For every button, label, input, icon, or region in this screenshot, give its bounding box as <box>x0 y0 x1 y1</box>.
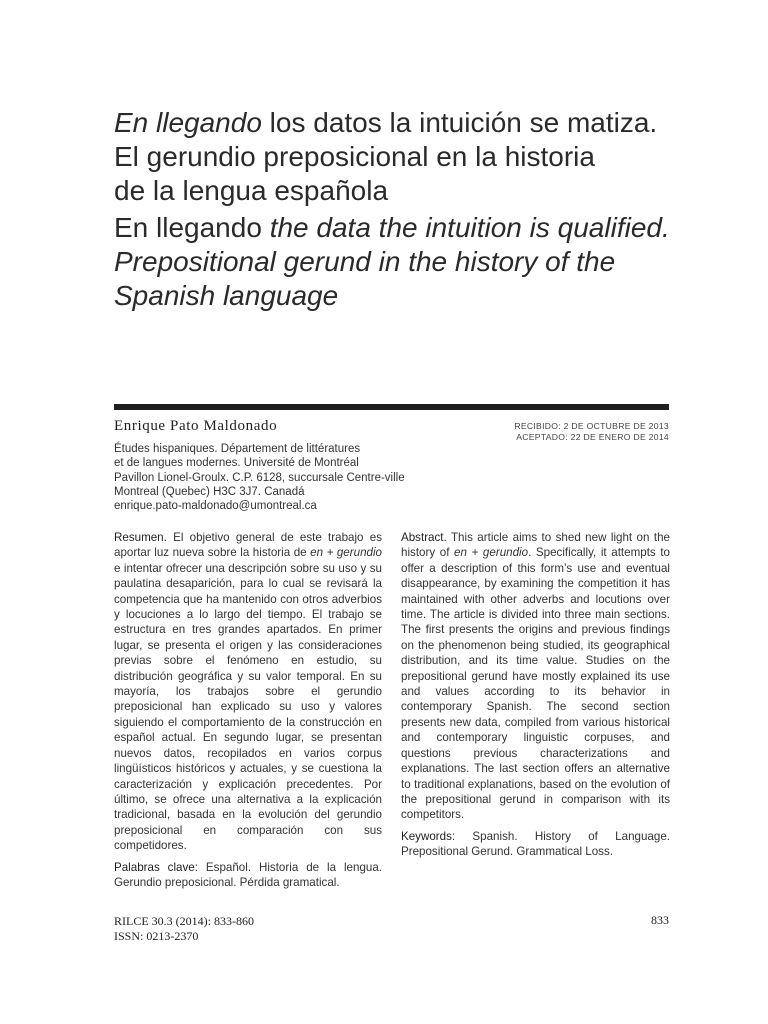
resumen-text: e intentar ofrecer una descripción sobre su uso y su paulatina desaparición, para lo cual se revisará la competencia que ha mantenido con otros adverbios y locuciones a lo largo del tiempo. El trabajo se estructura en tres grandes apartados. En primer lugar, se presenta el origen y las consideraciones previas sobre el fenómeno en estudio, su distribución geográfica y su valor temporal. En su mayoría, los trabajos sobre el gerundio preposicional han explicado su uso y valores siguiendo el comportamiento de la construcción en español actual. En segundo lugar, se presentan nuevos datos, recopilados en varios corpus lingüísticos históricos y actuales, y se cuestiona la caracterización y explicación precedentes. Por último, se ofrece una alternativa a la explicación tradicional, basada en la evolución del gerundio preposicional en comparación con sus competidores. <box>114 561 382 853</box>
received-date: RECIBIDO: 2 DE OCTUBRE DE 2013 <box>514 421 669 431</box>
keywords-label: Keywords <box>401 829 452 843</box>
keywords-text: : Spanish. History of Language. Prepositional Gerund. Grammatical Loss. <box>401 829 670 859</box>
palabras-clave-text: : Español. Historia de la lengua. Gerundio preposicional. Pérdida gramatical. <box>114 860 383 889</box>
title-es-italic: En llegando <box>114 107 262 138</box>
title-en-line1: the data the intuition is qualified. <box>269 212 670 243</box>
affiliation-line: Montreal (Quebec) H3C 3J7. Canadá <box>114 485 305 498</box>
title-es-line1: los datos la intuición se matiza. <box>261 107 658 138</box>
journal-citation <box>114 914 254 944</box>
title-es-line2: El gerundio preposicional en la historia <box>114 141 595 172</box>
abstract-column <box>401 530 670 860</box>
keywords <box>401 829 670 860</box>
abstract-emphasis: en + gerundio <box>454 546 529 560</box>
affiliation-line: et de langues modernes. Université de Montréal <box>114 457 359 470</box>
header-divider <box>114 404 669 410</box>
palabras-clave-label: Palabras clave <box>114 860 195 874</box>
author-name: Enrique Pato Maldonado <box>114 418 278 434</box>
palabras-clave <box>114 860 382 891</box>
title-spanish <box>114 106 674 208</box>
abstract-text: . Specifically, it attempts to offer a description of this form’s use and eventual disappearance, by examining the competition it has maintained with other adverbs and locutions over time. The article is divided into three main sections. The first presents the origins and previous findings on the phenomenon being studied, its geographical distribution, and its time value. Studies on the prepositional gerund have mostly explained its use and values according to its behavior in contemporary Spanish. The second section presents new data, compiled from various historical and contemporary linguistic corpuses, and questions previous characterizations and explanations. The last section offers an alternative to traditional explanations, based on the evolution of the prepositional gerund in comparison with its competitors. <box>401 546 671 822</box>
title-es-line3: de la lengua española <box>114 175 389 206</box>
affiliation-line: Pavillon Lionel-Groulx. C.P. 6128, succursale Centre-ville <box>114 471 405 484</box>
resumen-paragraph <box>114 530 382 854</box>
abstract-paragraph <box>401 530 670 823</box>
affiliation-line: Études hispaniques. Département de littératures <box>114 443 361 455</box>
author-affiliation <box>114 442 414 513</box>
abstract-label: Abstract. <box>401 531 447 544</box>
page-number: 833 <box>651 913 669 927</box>
author-email: enrique.pato-maldonado@umontreal.ca <box>114 500 317 513</box>
resumen-emphasis: en + gerundio <box>310 546 382 560</box>
citation-line: RILCE 30.3 (2014): 833-860 <box>114 914 254 928</box>
title-en-line2: Prepositional gerund in the history of the <box>114 246 616 277</box>
abstract-text: This article aims to shed new light on the history of <box>401 531 670 560</box>
resumen-column <box>114 530 382 890</box>
title-english <box>114 211 674 313</box>
title-en-line3: Spanish language <box>114 280 339 311</box>
resumen-text: El objetivo general de este trabajo es aportar luz nueva sobre la historia de <box>114 531 382 560</box>
accepted-date: ACEPTADO: 22 DE ENERO DE 2014 <box>516 432 669 442</box>
issn-line: ISSN: 0213-2370 <box>114 929 199 943</box>
submission-dates <box>514 421 669 443</box>
title-en-lead: En llegando <box>114 212 270 243</box>
resumen-label: Resumen. <box>114 531 167 544</box>
